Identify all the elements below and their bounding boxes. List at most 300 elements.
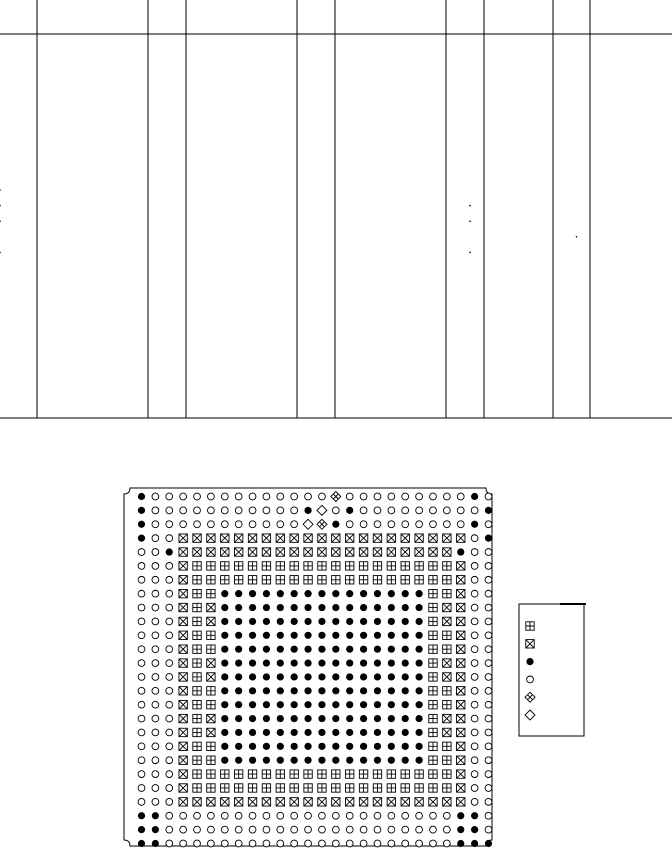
ball-open-circle	[416, 812, 423, 819]
ball-filled-circle	[249, 757, 256, 764]
ball-square-x	[207, 673, 215, 681]
ball-filled-circle	[332, 659, 339, 666]
ball-open-circle	[388, 840, 395, 847]
ball-open-circle	[457, 493, 464, 500]
ball-open-circle	[388, 507, 395, 514]
ball-open-circle	[471, 563, 478, 570]
ball-filled-circle	[388, 729, 395, 736]
ball-filled-circle	[471, 826, 478, 833]
ball-filled-circle	[249, 646, 256, 653]
ball-open-circle	[471, 687, 478, 694]
ball-square-x	[457, 562, 465, 570]
ball-open-circle	[305, 493, 312, 500]
ball-square-plus	[429, 714, 437, 722]
ball-filled-circle	[402, 701, 409, 708]
ball-filled-circle	[332, 632, 339, 639]
ball-filled-circle	[318, 743, 325, 750]
ball-square-x	[457, 728, 465, 736]
ball-filled-circle	[318, 590, 325, 597]
ball-filled-circle	[235, 701, 242, 708]
legend-filled-circle-icon	[526, 658, 533, 665]
ball-filled-circle	[291, 743, 298, 750]
ball-grid	[138, 492, 492, 848]
ball-square-x	[290, 798, 298, 806]
ball-filled-circle	[416, 604, 423, 611]
ball-filled-circle	[388, 687, 395, 694]
ball-square-x	[234, 548, 242, 556]
ball-open-circle	[319, 840, 326, 847]
ball-open-circle	[166, 590, 173, 597]
ball-square-plus	[443, 742, 451, 750]
ball-filled-circle	[249, 701, 256, 708]
legend-square-x-icon	[526, 640, 534, 648]
ball-filled-circle	[304, 618, 311, 625]
ball-square-plus	[401, 770, 409, 778]
ball-filled-circle	[304, 673, 311, 680]
ball-square-x	[443, 534, 451, 542]
ball-open-circle	[166, 535, 173, 542]
ball-filled-circle	[138, 493, 145, 500]
ball-square-x	[179, 603, 187, 611]
ball-square-plus	[234, 784, 242, 792]
ball-open-circle	[430, 507, 437, 514]
ball-open-circle	[443, 507, 450, 514]
ball-open-circle	[152, 757, 159, 764]
ball-open-circle	[485, 771, 492, 778]
ball-open-circle	[485, 674, 492, 681]
ball-open-circle	[402, 840, 409, 847]
ball-filled-circle	[346, 701, 353, 708]
ball-open-circle	[374, 840, 381, 847]
ball-open-circle	[443, 521, 450, 528]
ball-open-circle	[166, 687, 173, 694]
ball-filled-circle	[388, 618, 395, 625]
ball-square-plus	[193, 617, 201, 625]
ball-filled-circle	[360, 757, 367, 764]
ball-square-x	[262, 548, 270, 556]
ball-filled-circle	[402, 673, 409, 680]
ball-filled-circle	[166, 548, 173, 555]
ball-square-x	[207, 548, 215, 556]
ball-filled-circle	[485, 840, 492, 847]
ball-open-circle	[443, 493, 450, 500]
ball-square-plus	[443, 756, 451, 764]
ball-square-plus	[234, 770, 242, 778]
ball-square-plus	[429, 784, 437, 792]
ball-open-circle	[360, 521, 367, 528]
ball-filled-circle	[249, 590, 256, 597]
ball-square-plus	[373, 562, 381, 570]
ball-square-plus	[359, 562, 367, 570]
ball-filled-circle	[346, 618, 353, 625]
ball-open-circle	[471, 743, 478, 750]
ball-filled-circle	[402, 646, 409, 653]
ball-filled-circle	[388, 604, 395, 611]
ball-filled-circle	[304, 507, 311, 514]
ball-square-x	[179, 548, 187, 556]
ball-filled-circle	[374, 743, 381, 750]
ball-open-circle	[471, 729, 478, 736]
ball-filled-circle	[277, 604, 284, 611]
ball-filled-circle	[416, 590, 423, 597]
ball-square-plus	[318, 784, 326, 792]
ball-square-plus	[276, 576, 284, 584]
ball-square-plus	[429, 728, 437, 736]
ball-open-circle	[332, 812, 339, 819]
ball-open-circle	[152, 535, 159, 542]
ball-open-circle	[166, 729, 173, 736]
ball-open-circle	[194, 812, 201, 819]
ball-filled-circle	[471, 521, 478, 528]
ball-square-x	[318, 534, 326, 542]
ball-filled-circle	[360, 604, 367, 611]
ball-square-x	[457, 631, 465, 639]
ball-filled-circle	[304, 632, 311, 639]
ball-filled-circle	[346, 729, 353, 736]
ball-filled-circle	[249, 715, 256, 722]
ball-square-x	[373, 548, 381, 556]
ball-open-circle	[263, 840, 270, 847]
ball-square-x	[304, 798, 312, 806]
ball-open-circle	[180, 840, 187, 847]
ball-open-circle	[416, 493, 423, 500]
ball-filled-circle	[263, 743, 270, 750]
ball-open-circle	[263, 493, 270, 500]
ball-square-x	[332, 548, 340, 556]
ball-square-x	[179, 714, 187, 722]
ball-square-x	[443, 728, 451, 736]
ball-square-x	[304, 534, 312, 542]
ball-open-circle	[152, 771, 159, 778]
ball-filled-circle	[277, 659, 284, 666]
ball-square-x	[304, 548, 312, 556]
ball-filled-circle	[388, 632, 395, 639]
ball-filled-circle	[263, 632, 270, 639]
ball-filled-circle	[346, 673, 353, 680]
ball-square-x	[429, 534, 437, 542]
ball-open-circle	[485, 812, 492, 819]
ball-open-circle	[152, 660, 159, 667]
ball-open-circle	[138, 785, 145, 792]
ball-square-plus	[443, 784, 451, 792]
ball-open-circle	[305, 840, 312, 847]
ball-open-circle	[166, 757, 173, 764]
ball-square-x	[179, 687, 187, 695]
ball-square-x	[457, 770, 465, 778]
ball-open-circle	[208, 826, 215, 833]
ball-filled-circle	[318, 659, 325, 666]
ball-square-x	[359, 534, 367, 542]
ball-square-x	[401, 798, 409, 806]
ball-open-circle	[138, 687, 145, 694]
ball-filled-circle	[235, 729, 242, 736]
ball-square-plus	[332, 770, 340, 778]
ball-square-x	[401, 548, 409, 556]
ball-filled-circle	[277, 701, 284, 708]
ball-square-plus	[193, 756, 201, 764]
ball-open-circle	[180, 812, 187, 819]
ball-square-x	[193, 548, 201, 556]
ball-filled-circle	[332, 757, 339, 764]
ball-square-x	[179, 631, 187, 639]
ball-diamond-x	[317, 519, 327, 529]
legend-diamond-x-icon	[525, 692, 535, 702]
ball-open-circle	[471, 604, 478, 611]
ball-filled-circle	[346, 632, 353, 639]
ball-square-plus	[387, 784, 395, 792]
ball-open-circle	[305, 812, 312, 819]
ball-square-plus	[318, 576, 326, 584]
ball-open-circle	[471, 549, 478, 556]
ball-square-plus	[207, 770, 215, 778]
ball-filled-circle	[374, 632, 381, 639]
ball-open-circle	[138, 660, 145, 667]
ball-open-circle	[319, 812, 326, 819]
ball-open-circle	[166, 785, 173, 792]
ball-filled-circle	[416, 701, 423, 708]
ball-filled-circle	[318, 729, 325, 736]
ball-square-plus	[415, 784, 423, 792]
ball-square-plus	[429, 562, 437, 570]
ball-filled-circle	[235, 646, 242, 653]
ball-filled-circle	[263, 729, 270, 736]
ball-square-x	[207, 603, 215, 611]
ball-open-circle	[388, 521, 395, 528]
ball-filled-circle	[374, 604, 381, 611]
ball-filled-circle	[235, 618, 242, 625]
ball-open-circle	[291, 507, 298, 514]
ball-open-circle	[152, 590, 159, 597]
legend-diamond-icon	[525, 710, 535, 720]
ball-filled-circle	[263, 687, 270, 694]
ball-filled-circle	[346, 604, 353, 611]
ball-open-circle	[152, 715, 159, 722]
ball-square-x	[179, 770, 187, 778]
ball-filled-circle	[402, 757, 409, 764]
ball-square-plus	[429, 645, 437, 653]
ball-filled-circle	[304, 701, 311, 708]
ball-filled-circle	[318, 715, 325, 722]
ball-open-circle	[430, 812, 437, 819]
ball-open-circle	[485, 576, 492, 583]
ball-open-circle	[388, 493, 395, 500]
ball-open-circle	[194, 521, 201, 528]
ball-square-plus	[193, 631, 201, 639]
ball-open-circle	[319, 493, 326, 500]
ball-filled-circle	[277, 715, 284, 722]
ball-square-plus	[401, 562, 409, 570]
ball-filled-circle	[360, 673, 367, 680]
ball-square-plus	[193, 645, 201, 653]
ball-square-plus	[443, 589, 451, 597]
ball-filled-circle	[221, 646, 228, 653]
ball-diamond	[317, 505, 327, 515]
ball-filled-circle	[374, 659, 381, 666]
ball-open-circle	[388, 826, 395, 833]
ball-filled-circle	[402, 687, 409, 694]
ball-open-circle	[208, 507, 215, 514]
ball-square-x	[401, 534, 409, 542]
ball-square-x	[457, 659, 465, 667]
ball-filled-circle	[388, 715, 395, 722]
ball-square-x	[234, 534, 242, 542]
ball-open-circle	[166, 826, 173, 833]
ball-square-plus	[429, 687, 437, 695]
ball-filled-circle	[304, 687, 311, 694]
ball-square-x	[457, 673, 465, 681]
ball-square-x	[373, 534, 381, 542]
ball-open-circle	[374, 826, 381, 833]
ball-open-circle	[485, 687, 492, 694]
ball-square-x	[207, 534, 215, 542]
ball-open-circle	[194, 826, 201, 833]
ball-open-circle	[430, 840, 437, 847]
ball-square-plus	[248, 576, 256, 584]
ball-filled-circle	[304, 659, 311, 666]
ball-square-plus	[429, 576, 437, 584]
ball-filled-circle	[277, 687, 284, 694]
ball-square-x	[429, 798, 437, 806]
ball-open-circle	[263, 507, 270, 514]
table-dot-mark	[469, 220, 471, 222]
ball-open-circle	[138, 604, 145, 611]
ball-square-plus	[221, 770, 229, 778]
ball-open-circle	[152, 701, 159, 708]
ball-filled-circle	[318, 618, 325, 625]
ball-filled-circle	[291, 590, 298, 597]
ball-square-plus	[387, 576, 395, 584]
ball-square-x	[346, 798, 354, 806]
ball-grid-package	[124, 488, 492, 847]
ball-filled-circle	[360, 715, 367, 722]
ball-square-x	[415, 548, 423, 556]
ball-square-plus	[193, 770, 201, 778]
ball-open-circle	[263, 521, 270, 528]
ball-filled-circle	[221, 687, 228, 694]
ball-square-plus	[346, 562, 354, 570]
ball-open-circle	[166, 521, 173, 528]
ball-square-plus	[443, 687, 451, 695]
ball-open-circle	[180, 507, 187, 514]
ball-filled-circle	[304, 646, 311, 653]
ball-square-x	[193, 534, 201, 542]
ball-filled-circle	[277, 757, 284, 764]
ball-square-plus	[234, 576, 242, 584]
ball-filled-circle	[152, 840, 159, 847]
ball-square-x	[248, 798, 256, 806]
ball-open-circle	[152, 687, 159, 694]
ball-square-plus	[193, 714, 201, 722]
ball-square-x	[179, 728, 187, 736]
ball-square-plus	[207, 784, 215, 792]
ball-open-circle	[194, 493, 201, 500]
ball-open-circle	[166, 812, 173, 819]
ball-open-circle	[152, 563, 159, 570]
ball-square-x	[415, 534, 423, 542]
ball-open-circle	[416, 521, 423, 528]
ball-open-circle	[374, 521, 381, 528]
ball-open-circle	[249, 826, 256, 833]
table-stray-marks	[0, 189, 577, 253]
ball-open-circle	[249, 521, 256, 528]
ball-filled-circle	[374, 646, 381, 653]
ball-filled-circle	[235, 757, 242, 764]
ball-filled-circle	[471, 493, 478, 500]
ball-square-plus	[262, 784, 270, 792]
ball-open-circle	[138, 771, 145, 778]
ball-filled-circle	[318, 673, 325, 680]
ball-filled-circle	[360, 701, 367, 708]
ball-filled-circle	[291, 673, 298, 680]
ball-square-plus	[207, 589, 215, 597]
ball-open-circle	[485, 632, 492, 639]
ball-open-circle	[305, 826, 312, 833]
ball-filled-circle	[346, 757, 353, 764]
ball-filled-circle	[332, 521, 339, 528]
ball-square-plus	[207, 562, 215, 570]
ball-square-plus	[193, 603, 201, 611]
ball-legend	[519, 604, 586, 736]
ball-filled-circle	[263, 701, 270, 708]
ball-filled-circle	[291, 701, 298, 708]
ball-open-circle	[138, 590, 145, 597]
ball-square-plus	[304, 576, 312, 584]
ball-filled-circle	[291, 757, 298, 764]
ball-filled-circle	[416, 729, 423, 736]
ball-filled-circle	[360, 618, 367, 625]
ball-filled-circle	[235, 659, 242, 666]
ball-square-x	[276, 798, 284, 806]
ball-square-x	[457, 714, 465, 722]
ball-open-circle	[332, 840, 339, 847]
ball-open-circle	[208, 840, 215, 847]
ball-square-plus	[234, 562, 242, 570]
ball-open-circle	[152, 743, 159, 750]
ball-square-plus	[318, 562, 326, 570]
ball-filled-circle	[249, 632, 256, 639]
ball-filled-circle	[416, 659, 423, 666]
ball-open-circle	[152, 632, 159, 639]
ball-open-circle	[263, 812, 270, 819]
ball-square-x	[221, 534, 229, 542]
ball-open-circle	[208, 521, 215, 528]
ball-filled-circle	[416, 743, 423, 750]
ball-filled-circle	[346, 687, 353, 694]
ball-filled-circle	[471, 840, 478, 847]
ball-filled-circle	[374, 687, 381, 694]
ball-filled-circle	[249, 659, 256, 666]
ball-filled-circle	[332, 646, 339, 653]
ball-open-circle	[152, 785, 159, 792]
ball-open-circle	[138, 549, 145, 556]
ball-square-plus	[415, 562, 423, 570]
ball-filled-circle	[235, 632, 242, 639]
ball-filled-circle	[416, 646, 423, 653]
ball-filled-circle	[291, 646, 298, 653]
ball-square-x	[221, 548, 229, 556]
ball-square-plus	[415, 770, 423, 778]
ball-open-circle	[166, 674, 173, 681]
ball-square-plus	[429, 770, 437, 778]
ball-open-circle	[138, 715, 145, 722]
ball-filled-circle	[221, 701, 228, 708]
ball-square-plus	[387, 770, 395, 778]
ball-open-circle	[221, 826, 228, 833]
ball-open-circle	[430, 493, 437, 500]
ball-square-x	[332, 534, 340, 542]
ball-square-x	[179, 562, 187, 570]
ball-open-circle	[152, 549, 159, 556]
